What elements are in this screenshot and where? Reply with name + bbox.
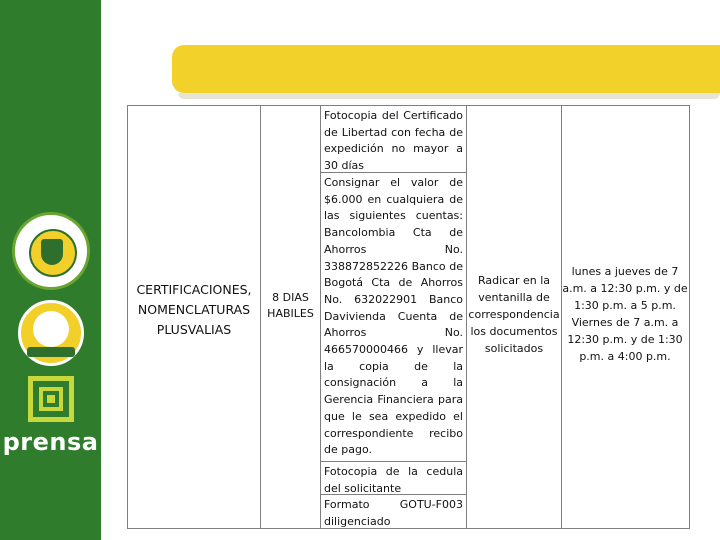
sidebar-divider	[109, 0, 121, 540]
requisito-formato: Formato GOTU-F003 diligenciado	[324, 498, 463, 528]
requisitos-column	[321, 106, 467, 528]
horario-text: lunes a jueves de 7 a.m. a 12:30 p.m. y de 1:30 p.m. a 5 p.m. Viernes de 7 a.m. a 12:30 p.m. y de 1:30 p.m. a 4:00 p.m.	[562, 265, 688, 363]
tramite-cell	[128, 106, 261, 528]
requisito-cedula: Fotocopia de la cedula del solicitante	[321, 462, 466, 495]
requisito-consignacion: Consignar el valor de $6.000 en cualquiera de las siguientes cuentas: Bancolombia Cta de Ahorros No. 338872852226 Banco de Bogotá Cta de Ahorros No. 632022901 Banco Davivienda Cuenta de Ahorros No. 466570000466 y llevar la copia de la consignación a la Gerencia Financiera para que le sea expedido el correspondiente recibo de pago.	[321, 173, 466, 462]
radicar-cell	[467, 106, 562, 528]
inclusive-logo-icon	[18, 300, 84, 366]
requisito-certificado: Fotocopia del Certificado de Libertad con fecha de expedición no mayor a 30 días	[321, 106, 466, 173]
procedures-table	[127, 105, 690, 529]
seal-icon	[12, 212, 90, 290]
header-ribbon-shadow	[178, 93, 720, 99]
radicar-text: Radicar en la ventanilla de correspondencia los documentos solicitados	[468, 273, 560, 355]
inclusive-participative-logo	[0, 300, 101, 366]
header-ribbon	[172, 45, 720, 93]
left-sidebar	[0, 0, 101, 540]
prensa-spiral-icon	[28, 376, 74, 422]
horario-cell	[562, 106, 688, 528]
tiempo-cell	[261, 106, 321, 528]
municipality-seal-logo	[0, 212, 101, 290]
tiempo-text: 8 DIAS HABILES	[267, 291, 314, 320]
prensa-wordmark: prensa	[2, 428, 99, 456]
tramite-text: CERTIFICACIONES, NOMENCLATURAS PLUSVALIAS	[136, 282, 252, 337]
prensa-logo	[0, 376, 101, 454]
